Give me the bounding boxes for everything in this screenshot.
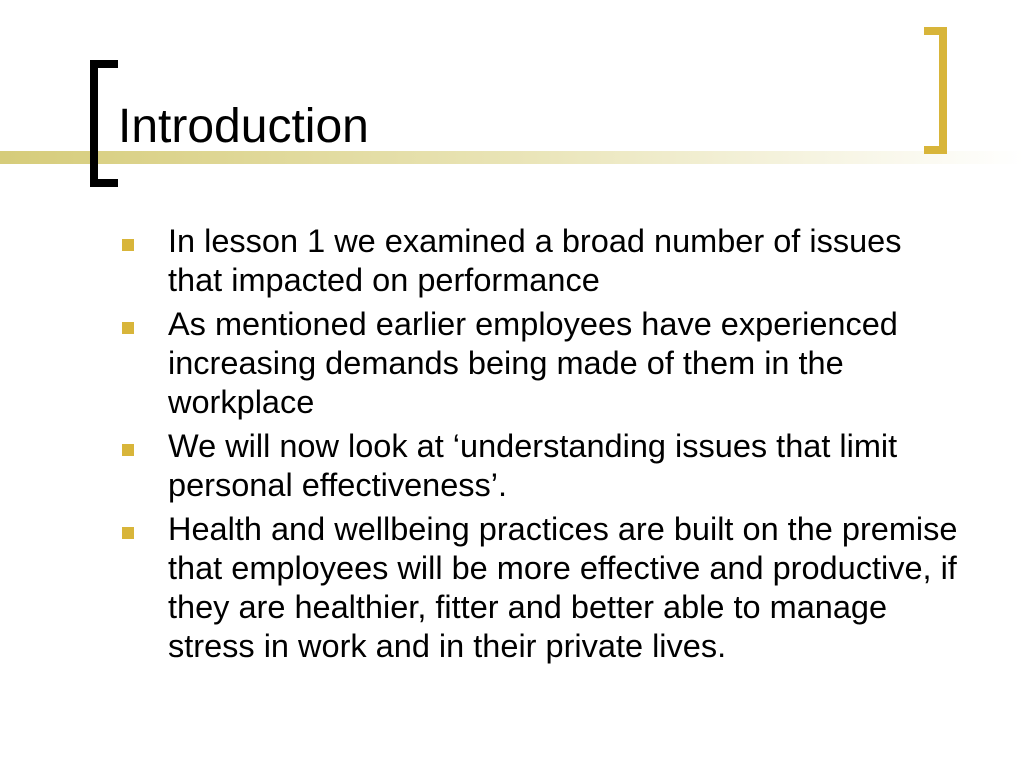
bullet-text: We will now look at ‘understanding issues that limit personal effectiveness’.: [168, 428, 898, 503]
bullet-item: [118, 305, 958, 422]
slide-title: Introduction: [118, 100, 369, 153]
square-bullet-icon: [122, 444, 134, 456]
square-bullet-icon: [122, 527, 134, 539]
bullet-item: [118, 510, 958, 666]
bullet-item: [118, 427, 958, 505]
square-bullet-icon: [122, 239, 134, 251]
right-bracket-decoration: [924, 27, 947, 154]
bullet-text: Health and wellbeing practices are built on the premise that employees will be more effective and productive, if they are healthier, fitter and better able to manage stress in work and in their private lives.: [168, 511, 958, 664]
bullet-text: In lesson 1 we examined a broad number of issues that impacted on performance: [168, 223, 902, 298]
bullet-list: [118, 222, 958, 671]
bullet-item: [118, 222, 958, 300]
bullet-text: As mentioned earlier employees have experienced increasing demands being made of them in the workplace: [168, 306, 898, 420]
left-bracket-decoration: [90, 60, 118, 187]
square-bullet-icon: [122, 322, 134, 334]
